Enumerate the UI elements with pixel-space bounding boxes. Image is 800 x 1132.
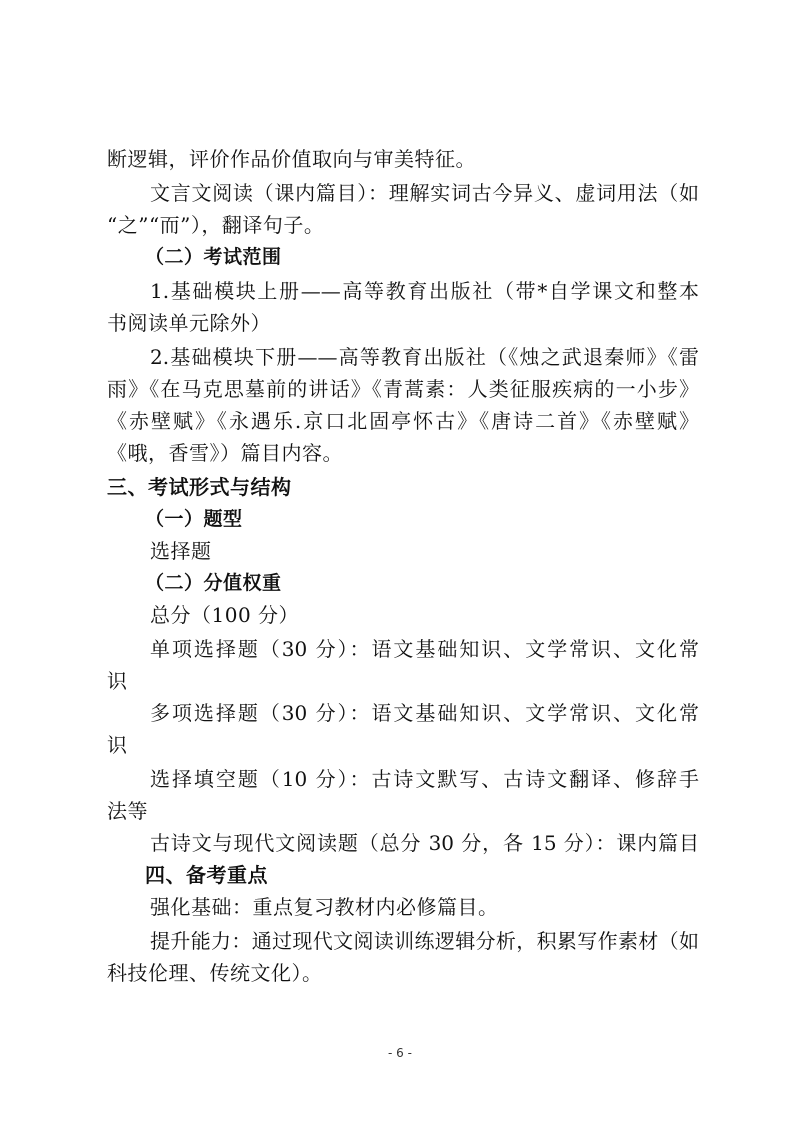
section-subheading: （二）考试范围 [145, 246, 282, 268]
body-line: 《赤壁赋》《永遇乐.京口北固亭怀古》《唐诗二首》《赤壁赋》 [107, 409, 699, 433]
body-line: “之”“而”），翻译句子。 [107, 213, 325, 237]
section-heading: 四、备考重点 [145, 863, 268, 887]
body-line: 雨》《在马克思墓前的讲话》《青蒿素：人类征服疾病的一小步》 [107, 377, 699, 401]
body-paragraph-line: 多项选择题（30 分）：语文基础知识、文学常识、文化常 [150, 701, 699, 725]
section-heading: 三、考试形式与结构 [107, 475, 292, 499]
body-line: 总分（100 分） [150, 603, 300, 627]
body-paragraph-line: 文言文阅读（课内篇目）：理解实词古今异义、虚词用法（如 [150, 181, 699, 205]
body-line: 识 [107, 669, 128, 693]
body-line: 识 [107, 733, 128, 757]
body-line: 书阅读单元除外） [107, 311, 271, 335]
body-paragraph-line: 1.基础模块上册——高等教育出版社（带*自学课文和整本 [150, 279, 699, 303]
body-line: 法等 [107, 799, 148, 823]
body-line: 选择题 [150, 539, 212, 563]
body-paragraph-line: 提升能力：通过现代文阅读训练逻辑分析，积累写作素材（如 [150, 929, 699, 953]
section-subheading: （一）题型 [145, 508, 243, 530]
body-line: 《哦，香雪》）篇目内容。 [107, 441, 343, 465]
body-line: 强化基础：重点复习教材内必修篇目。 [150, 895, 499, 919]
page-number: - 6 - [388, 1046, 412, 1060]
section-subheading: （二）分值权重 [145, 572, 282, 594]
body-paragraph-line: 单项选择题（30 分）：语文基础知识、文学常识、文化常 [150, 637, 699, 661]
body-line: 科技伦理、传统文化）。 [107, 961, 323, 985]
body-paragraph-line: 2.基础模块下册——高等教育出版社（《烛之武退秦师》《雷 [150, 345, 699, 369]
body-paragraph-line: 选择填空题（10 分）：古诗文默写、古诗文翻译、修辞手 [150, 767, 699, 791]
body-paragraph-line: 古诗文与现代文阅读题（总分 30 分，各 15 分）：课内篇目 [150, 831, 699, 855]
body-line: 断逻辑，评价作品价值取向与审美特征。 [107, 147, 476, 171]
